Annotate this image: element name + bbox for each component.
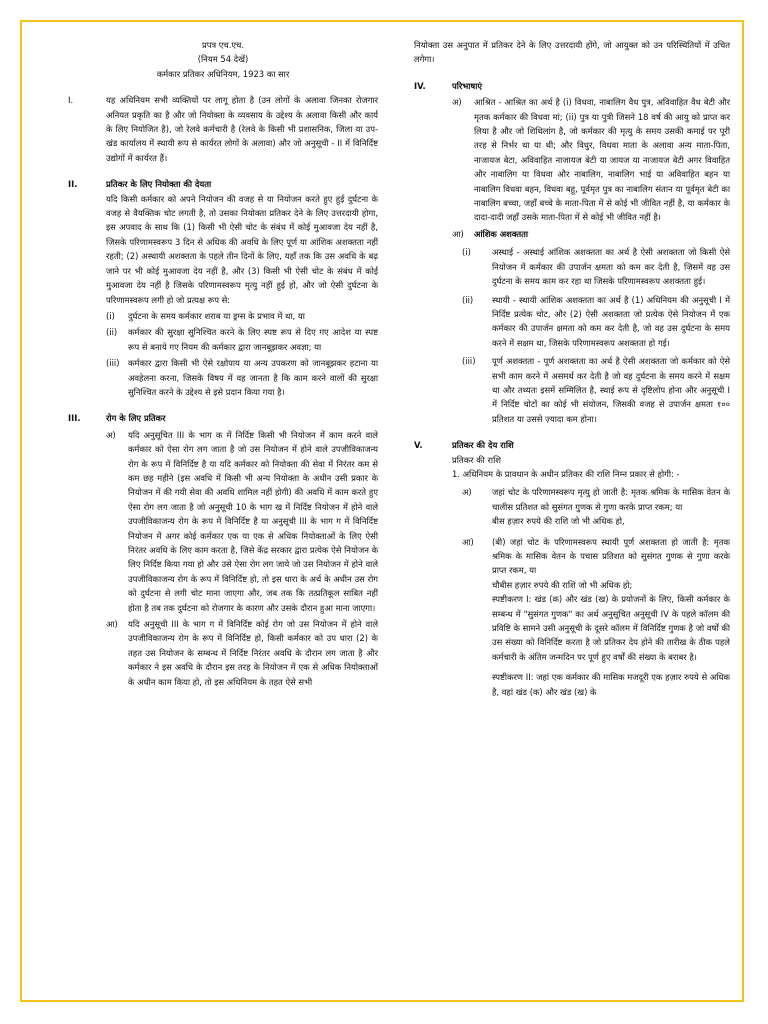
item-text: जहां चोट के परिणामस्वरूप मृत्यु हो जाती है: मृतक श्रमिक के मासिक वेतन के चालीस प्रतिशत को सुसंगत गुणक से गुणा करके प्राप्त रकम; या [492,487,730,512]
list-item [106,356,378,399]
item-text: कर्मकार की सुरक्षा सुनिश्चित करने के लिए स्पष्ट रूप से दिए गए आदेश या स्पष्ट रूप से बनाये गए नियम की कर्मकार द्वारा जानबूझकर अवज्ञा; या [128,327,378,352]
rule-reference: (नियम 54 देखें) [197,54,249,65]
item-label: अ) [106,429,116,440]
item-text: यदि अनुसूची III के भाग ग में विनिर्दिष्ट कोई रोग जो उस नियोजन में होने वाले उपजीविकाजन्य रोग के रूप में विनिर्दिष्ट हो, किसी कर्मकार को उप धारा (2) के तहत उस नियोजन के सम्बन्ध में निर्दिष्ट निरंतर अवधि के दौरान लग जाता है और कर्मकार ने इस अवधि के दौरान इस तरह के नियोजन में एक से अधिक नियोक्ताओं के अधीन काम किया हो, तो इस अधिनियम के तहत ऐसे सभी [128,619,378,687]
item-text-alt: बीस हज़ार रुपये की राशि जो भी अधिक हो, [492,516,625,527]
list-item [106,428,378,615]
sub-item [452,245,730,288]
item-label: (ii) [106,327,118,338]
sub-item-text: स्थायी - स्थायी आंशिक अशक्तता का अर्थ है (1) अधिनियम की अनुसूची I में निर्दिष्ट प्रत्येक चोट, और (2) ऐसी अशक्तता जो प्रत्येक ऐसे नियोजन में एक कर्मकार की उपार्जन क्षमता को कम कर देती है, जो वह उस दुर्घटना के समय करने में सक्षम था, जिसके परिणामस्वरूप अशक्तता हो गई। [492,294,730,348]
item-label: अ) [452,97,462,108]
item-text: (बी) जहां चोट के परिणामस्वरूप स्थायी पूर्ण अशक्तता हो जाती है: मृतक श्रमिक के मासिक वेतन के पचास प्रतिशत को सुसंगत गुणक से गुणा करके प्राप्त रकम, या [492,536,730,576]
item-label: आ) [106,619,118,630]
section-3 [68,411,378,689]
section-number: IV. [414,80,426,91]
document-title: कर्मकार प्रतिकर अधिनियम, 1923 का सार [156,68,290,79]
item-text: आश्रित - आश्रित का अर्थ है (i) विधवा, नाबालिग वैध पुत्र, अविवाहित वैध बेटी और मृतक कर्मकार की विधवा मां; (ii) पुत्र या पुत्री जिसने 18 वर्ष की आयु को प्राप्त कर लिया है और जो शिथिलांग है, जो कर्मकार की मृत्यु के समय उसकी कमाई पर पूरी तरह से निर्भर था या थी; और विधुर, विधवा माता के अलावा अन्य माता-पिता, नाजायज बेटा, अविवाहित नाजायज बेटी या जायज या नाजायज बेटी अगर विवाहित और नाबालिग या विधवा और नाबालिग, नाबालिग भाई या अविवाहित बहन या नाबालिग विधवा बहन, विधवा बहू, पूर्वमृत पुत्र का नाबालिग संतान या पूर्वमृत बेटी का नाबालिग बच्चा, जहाँ बच्चे के माता-पिता में से कोई भी जीवित नहीं है, या कर्मकार के दादा-दादी जहाँ उसके माता-पिता में से कोई भी जीवित नहीं है। [474,97,730,223]
sub-item [452,354,730,426]
item-label: अ) [462,487,472,498]
right-column [414,38,730,699]
sub-item-label: (iii) [462,356,476,367]
section-5 [414,438,730,699]
sub-item-text: अस्थाई - अस्थाई आंशिक अशक्तता का अर्थ है ऐसी अशक्तता जो किसी ऐसे नियोजन में कर्मकार की उपार्जन क्षमता को कम कर देती है, जिसमें वह उस दुर्घटना के समय काम कर रहा था जिसके परिणामस्वरूप अशक्तता हुई। [492,247,730,287]
definition-item [452,227,730,241]
section-heading: प्रतिकर के लिए नियोक्ता की देयता [106,179,212,190]
list-item [106,309,378,323]
left-column [68,38,378,689]
sub-item [452,293,730,351]
item-label: आ) [462,536,474,547]
sub-item-label: (ii) [462,294,474,305]
sub-heading: प्रतिकर की राशि [452,454,501,465]
section-heading: परिभाषाएं [452,80,483,91]
item-text: यदि अनुसूचित III के भाग क में निर्दिष्ट किसी भी नियोजन में काम करने वाले कर्मकार को ऐसा रोग लग जाता है जो उस नियोजन में होने वाले उपजीविकाजन्य रोग के रूप में विनिर्दिष्ट है या यदि कर्मकार को नियोक्ता की सेवा में निरंतर कम से कम छह महीने (इस अवधि में किसी भी अन्य नियोक्ता के अधीन उसी प्रकार के नियोजन में की गयी सेवा की अवधि शामिल नहीं होगी) की अवधि में काम करते हुए ऐसा रोग लग जाता है जो अनुसूची 10 के भाग ख में निर्दिष्ट नियोजन में होने वाले उपजीविकाजन्य रोग के रूप में विनिर्दिष्ट है या अनुसूची III के भाग ग में विनिर्दिष्ट नियोजन में अगर कोई कर्मकार एक या एक से अधिक नियोक्ताओं के लिए ऐसी निरंतर अवधि के लिए काम करता है, जिसे केंद्र सरकार द्वारा प्रत्येक ऐसे नियोजन के लिए निर्दिष्ट किया गया हो और उसे ऐसा रोग लग जाये जो उस नियोजन में होने वाले उपजीविकाजन्य रोग के रूप में विनिर्दिष्ट हो, तो इस धारा के अर्थ के अधीन उस रोग को दुर्घटना से लगी चोट माना जाएगा और, जब तक कि तत्प्रतिकूल साबित नहीं होता है तब तक दुर्घटना को रोजगार के कारण और उसके दौरान हुआ माना जाएगा। [128,429,378,613]
sub-item-text: पूर्ण अशक्तता - पूर्ण अशक्तता का अर्थ है ऐसी अशक्तता जो कर्मकार को ऐसे सभी काम करने में असमर्थ कर देती है जो वह दुर्घटना के समय करने में सक्षम था और तथ्यतः इसमें सम्मिलित है, स्थाई रूप से दृष्टिलोप होना और अनुसूची I में निर्दिष्ट चोटों का कोई भी संयोजन, जिसकी वजह से उपार्जन क्षमता १०० प्रतिशत या उससे ज़्यादा कम होना। [492,356,730,424]
explanation-2: स्पष्टीकरण II: जहां एक कर्मकार की मासिक मजदूरी एक हज़ार रुपये से अधिक है, वहां खंड (क) और खंड (ख) के [492,672,730,697]
paragraph-1: 1. अधिनियम के प्रावधान के अधीन प्रतिकर की राशि निम्न प्रकार से होगी: - [452,468,680,479]
form-number: प्रपत्र एच.एच. [201,40,245,50]
section-4 [414,79,730,426]
amount-item-death [452,485,730,528]
section-number: II. [68,179,78,190]
item-text: कर्मकार द्वारा किसी भी ऐसे रक्षोपाय या अन्य उपकरण को जानबूझकर हटाना या अवहेलना करना, जिसके विषय में वह जानता है कि काम करने वालों की सुरक्षा सुनिश्चित करने के उद्देश्य से इसे प्रदान किया गया है। [128,358,378,397]
item-text: दुर्घटना के समय कर्मकार शराब या ड्रग्स के प्रभाव में था, या [128,310,305,321]
item-heading: आंशिक अशक्तता [474,228,529,239]
continuation-text: नियोक्ता उस अनुपात में प्रतिकर देने के लिए उत्तरदायी होंगे, जो आयुक्त को उन परिस्थितियों में उचित लगेगा। [414,40,730,65]
list-item [106,325,378,354]
section-number: III. [68,413,81,424]
section-text: यह अधिनियम सभी व्यक्तियों पर लागू होता है (उन लोगों के अलावा जिनका रोजगार अनियत प्रकृति का है और जो नियोक्ता के व्यवसाय के उद्देश्य के अलावा किसी और कार्य के लिए नियोजित है), जो रेलवे कर्मचारी है (रेलवे के किसी भी प्रशासनिक, जिला या उप-खंड कार्यालय में स्थायी रूप से कार्यरत लोगों के अलावा) और जो अनुसूची - II में विनिर्दिष्ट उद्योगों में कार्यरत हैं। [106,95,378,163]
list-item [106,617,378,689]
sub-item-label: (i) [462,247,471,258]
item-label: आ) [452,228,464,239]
item-label: (iii) [106,358,120,369]
section-number: V. [414,440,423,451]
section-heading: प्रतिकर की देय राशि [452,440,514,451]
explanation-1: स्पष्टीकरण I: खंड (क) और खंड (ख) के प्रयोजनों के लिए, किसी कर्मकार के सम्बन्ध में "सुसंगत गुणक" का अर्थ अनुसूचित अनुसूची IV के पहले कॉलम की प्रविष्टि के सामने उसी अनुसूची के दूसरे कॉलम में विनिर्दिष्ट गुणक है जो वर्षों की उस संख्या को विनिर्दिष्ट करता है जो प्रतिकर देय होने की तारीख के ठीक पहले कर्मचारी के अंतिम जन्मदिन पर पूर्ण हुए वर्षों की संख्या के बराबर है। [492,594,730,662]
amount-item-disablement [452,535,730,699]
section-heading: रोग के लिए प्रतिकर [106,413,166,424]
section-1 [68,93,378,165]
section-text: यदि किसी कर्मकार को अपने नियोजन की वजह से या नियोजन करते हुए हुई दुर्घटना के वजह से वैयक्तिक चोट लगती है, तो उसका नियोक्ता प्रतिकर देने के लिए उत्तरदायी होगा, इस अपवाद के साथ कि (1) किसी भी ऐसी चोट के संबंध में कोई मुआवजा देय नहीं है, जिसके परिणामस्वरूप 3 दिन से अधिक की अवधि के लिए पूर्ण या आंशिक अशक्तता नहीं रहती; (2) अस्थायी अशक्तता के पहले तीन दिनों के लिए, यहाँ तक कि उस अवधि के बढ़ जाने पर भी कोई मुआवजा देय नहीं है, और (3) किसी भी ऐसी चोट के संबंध में कोई मुआवजा देय नहीं है जिसके परिणामस्वरूप मृत्यु नहीं हुई हो, और जो ऐसी दुर्घटना के परिणामस्वरूप लगी हो जो प्रत्यक्ष रूप से: [106,193,378,305]
section-number: I. [68,95,74,106]
definition-item [452,95,730,225]
item-label: (i) [106,310,115,321]
section-2 [68,177,378,399]
item-text-alt: चौबीस हज़ार रुपये की राशि जो भी अधिक हो; [492,579,633,590]
